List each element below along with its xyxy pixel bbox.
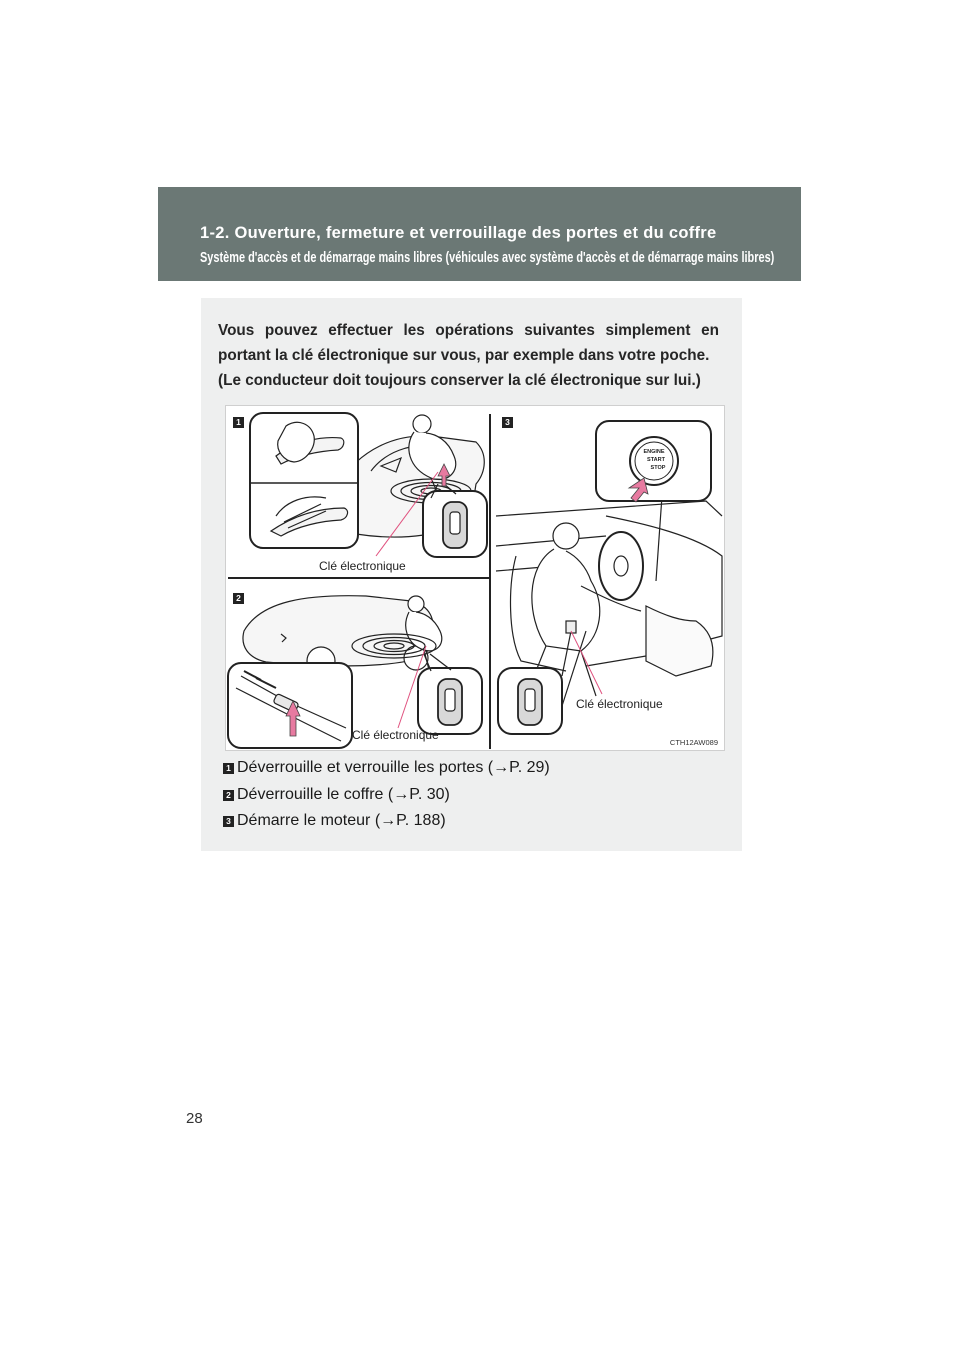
- item-text: Démarre le moteur (→P. 188): [237, 812, 446, 829]
- page-number: 28: [186, 1110, 203, 1127]
- figure-marker-3: 3: [502, 417, 513, 428]
- figure-marker-1: 1: [233, 417, 244, 428]
- key-label-3: Clé électronique: [576, 697, 663, 711]
- intro-text: [218, 318, 719, 393]
- item-marker: 3: [223, 816, 234, 827]
- button-text-engine: ENGINE: [643, 449, 665, 455]
- door-handle-scene: [250, 413, 487, 557]
- item-text: Déverrouille le coffre (→P. 30): [237, 785, 450, 803]
- key-label-1: Clé électronique: [319, 559, 406, 573]
- figure-code: CTH12AW089: [669, 738, 718, 747]
- intro-line-1: Vous pouvez effectuer les opérations suivantes simplement en: [218, 322, 719, 339]
- content-panel: [201, 298, 742, 851]
- illustration: [225, 405, 725, 751]
- item-text: Déverrouille et verrouille les portes (→P. 29): [237, 759, 550, 776]
- key-label-2: Clé électronique: [352, 728, 439, 742]
- item-marker: 1: [223, 763, 234, 774]
- page-subtitle: Système d'accès et de démarrage mains libres (véhicules avec système d'accès et de démarrage mains libres): [200, 249, 775, 266]
- item-marker: 2: [223, 790, 234, 801]
- intro-line-3: (Le conducteur doit toujours conserver la clé électronique sur lui.): [218, 372, 701, 389]
- intro-line-2: portant la clé électronique sur vous, par exemple dans votre poche.: [218, 347, 710, 364]
- figure-marker-2: 2: [233, 593, 244, 604]
- trunk-scene: [228, 596, 482, 748]
- engine-start-scene: [496, 421, 722, 734]
- button-text-stop: STOP: [650, 465, 666, 471]
- button-text-start: START: [647, 457, 665, 463]
- section-title: 1-2. Ouverture, fermeture et verrouillage des portes et du coffre: [200, 224, 717, 242]
- chapter-header: [158, 187, 801, 281]
